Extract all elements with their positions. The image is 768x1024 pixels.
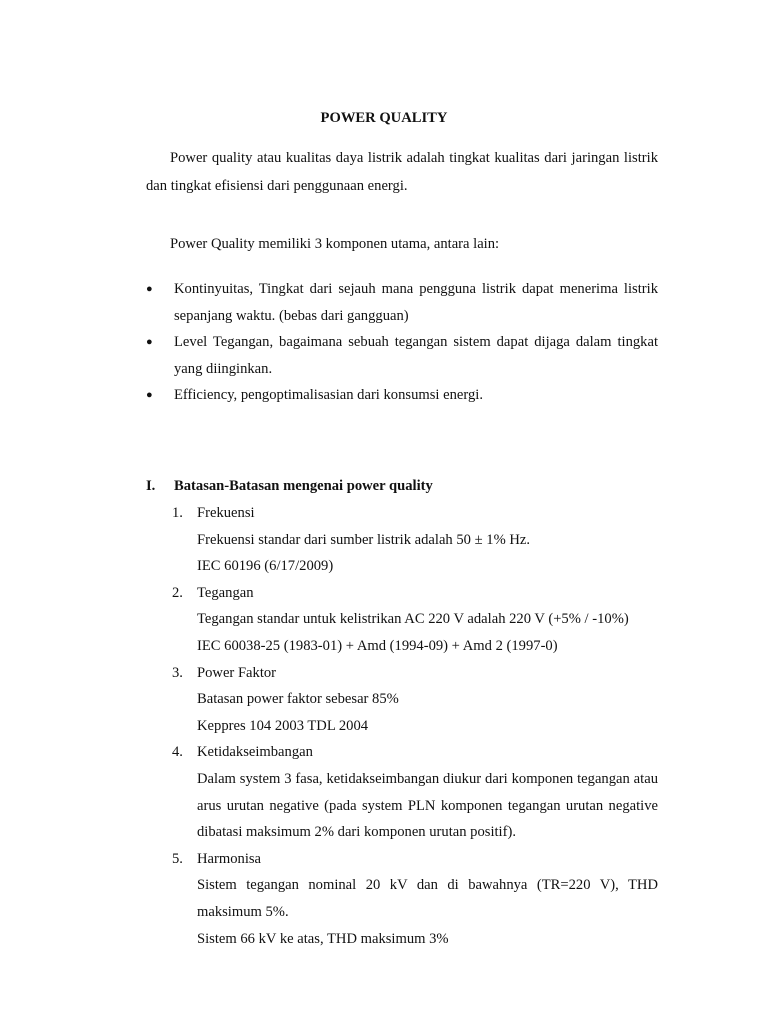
item-number: 2.	[172, 584, 183, 601]
item-text: Sistem 66 kV ke atas, THD maksimum 3%	[197, 930, 449, 947]
list-item	[172, 580, 658, 660]
item-text: IEC 60038-25 (1983-01) + Amd (1994-09) + Amd 2 (1997-0)	[197, 637, 558, 654]
item-title: Tegangan	[197, 584, 254, 601]
limits-list	[172, 500, 658, 952]
item-heading	[172, 739, 658, 766]
intro-paragraph: Power quality atau kualitas daya listrik adalah tingkat kualitas dari jaringan listrik dan tingkat efisiensi dari penggunaan energi.	[146, 150, 658, 194]
components-list	[146, 276, 658, 409]
list-item	[172, 846, 658, 952]
item-number: 5.	[172, 850, 183, 867]
item-title: Power Faktor	[197, 664, 277, 681]
item-text: Sistem tegangan nominal 20 kV dan di bawahnya (TR=220 V), THD maksimum 5%.	[197, 877, 658, 920]
item-heading	[172, 660, 658, 687]
item-number: 4.	[172, 744, 183, 761]
list-item	[146, 382, 658, 409]
item-number: 1.	[172, 505, 183, 521]
item-title: Ketidakseimbangan	[197, 744, 313, 761]
component-text: Efficiency, pengoptimalisasian dari konsumsi energi.	[174, 387, 483, 403]
list-item	[172, 739, 658, 845]
item-title: Frekuensi	[197, 505, 255, 521]
item-text: Keppres 104 2003 TDL 2004	[197, 717, 369, 734]
bullet-icon: ●	[146, 389, 153, 401]
item-text: Dalam system 3 fasa, ketidakseimbangan diukur dari komponen tegangan atau arus urutan negative (pada system PLN komponen tegangan urutan negative dibatasi maksimum 2% dari komponen urutan positif).	[197, 770, 658, 841]
list-item	[146, 329, 658, 382]
bullet-icon: ●	[146, 283, 153, 295]
bullet-icon: ●	[146, 336, 153, 348]
item-heading	[172, 580, 658, 607]
item-text: Tegangan standar untuk kelistrikan AC 220 V adalah 220 V (+5% / -10%)	[197, 611, 629, 628]
item-title: Harmonisa	[197, 850, 262, 867]
item-text: Batasan power faktor sebesar 85%	[197, 691, 399, 708]
components-intro: Power Quality memiliki 3 komponen utama, antara lain:	[170, 236, 500, 252]
item-text: Frekuensi standar dari sumber listrik adalah 50 ± 1% Hz.	[197, 531, 531, 548]
document-title: POWER QUALITY	[320, 110, 448, 126]
list-item	[172, 660, 658, 740]
item-heading	[172, 846, 658, 873]
section-heading	[146, 476, 658, 496]
component-text: Level Tegangan, bagaimana sebuah tegangan sistem dapat dijaga dalam tingkat yang diinginkan.	[174, 334, 658, 377]
item-heading	[172, 500, 658, 527]
list-item	[172, 500, 658, 580]
section-title: Batasan-Batasan mengenai power quality	[174, 478, 433, 494]
item-text: IEC 60196 (6/17/2009)	[197, 558, 334, 575]
section-number: I.	[146, 478, 156, 494]
component-text: Kontinyuitas, Tingkat dari sejauh mana pengguna listrik dapat menerima listrik sepanjang waktu. (bebas dari gangguan)	[174, 281, 658, 324]
list-item	[146, 276, 658, 329]
item-number: 3.	[172, 664, 183, 681]
